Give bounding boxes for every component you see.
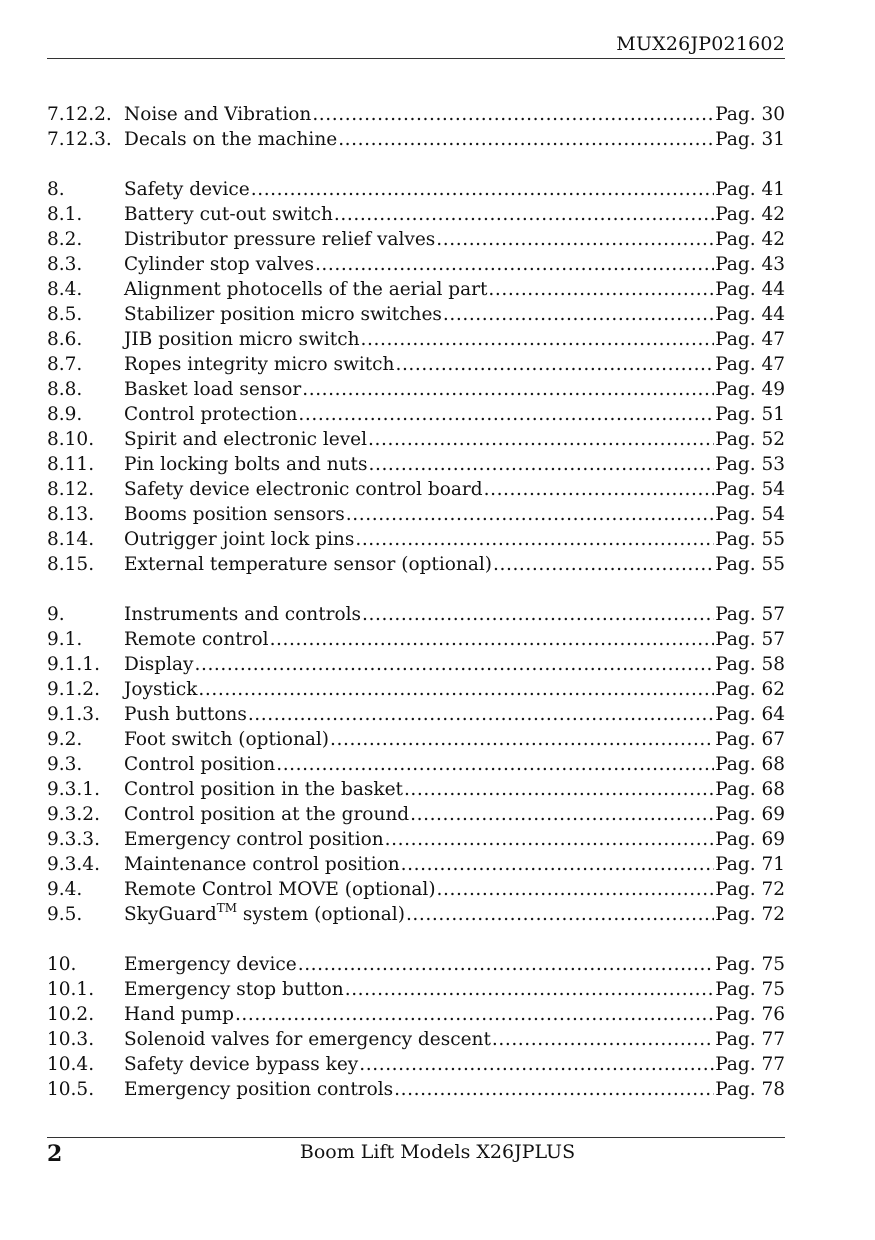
toc-entry	[47, 277, 785, 302]
header-rule	[47, 58, 785, 59]
dot-leader	[345, 977, 714, 1002]
toc-entry-title: Hand pump	[124, 1004, 234, 1025]
toc-entry-number: 9.3.3.	[47, 829, 100, 850]
section-gap	[47, 927, 785, 952]
dot-leader	[270, 627, 715, 652]
toc-entry	[47, 677, 785, 702]
toc-entry	[47, 1052, 785, 1077]
toc-entry	[47, 102, 785, 127]
page-number: 2	[47, 1141, 63, 1167]
footer-title: Boom Lift Models X26JPLUS	[299, 1141, 576, 1163]
toc-entry-number: 9.3.1.	[47, 779, 100, 800]
toc-entry-number: 9.1.	[47, 629, 83, 650]
toc-entry-page: Pag. 30	[715, 104, 785, 125]
dot-leader	[443, 302, 714, 327]
dot-leader	[251, 177, 714, 202]
toc-entry-title: Booms position sensors	[124, 504, 345, 525]
toc-entry-title: Pin locking bolts and nuts	[124, 454, 368, 475]
dot-leader	[385, 827, 715, 852]
toc-entry-number: 8.7.	[47, 354, 83, 375]
toc-entry-title: Remote control	[124, 629, 269, 650]
dot-leader	[235, 1002, 714, 1027]
toc-entry-number: 9.1.3.	[47, 704, 100, 725]
toc-entry-number: 8.2.	[47, 229, 83, 250]
toc-entry-title: Emergency stop button	[124, 979, 344, 1000]
toc-entry-title: Cylinder stop valves	[124, 254, 314, 275]
toc-entry-page: Pag. 58	[715, 654, 785, 675]
toc-entry-page: Pag. 62	[715, 679, 785, 700]
dot-leader	[330, 727, 714, 752]
toc-entry-title: Distributor pressure relief valves	[124, 229, 436, 250]
dot-leader	[315, 252, 714, 277]
toc-entry	[47, 127, 785, 152]
toc-entry-page: Pag. 47	[715, 329, 785, 350]
toc-entry	[47, 527, 785, 552]
toc-entry-title: Safety device bypass key	[124, 1054, 359, 1075]
toc-entry	[47, 1077, 785, 1102]
toc-entry-title	[124, 902, 405, 927]
toc-entry	[47, 202, 785, 227]
toc-entry-title: Stabilizer position micro switches	[124, 304, 442, 325]
toc-entry-number: 9.1.2.	[47, 679, 100, 700]
toc-entry-number: 8.8.	[47, 379, 83, 400]
document-code: MUX26JP021602	[616, 33, 785, 55]
dot-leader	[355, 527, 714, 552]
toc-entry-page: Pag. 76	[715, 1004, 785, 1025]
dot-leader	[492, 1027, 714, 1052]
toc-entry-number: 8.11.	[47, 454, 95, 475]
section-gap	[47, 577, 785, 602]
dot-leader	[312, 102, 714, 127]
toc-entry-title: Emergency position controls	[124, 1079, 394, 1100]
section-gap	[47, 152, 785, 177]
toc-entry-number: 8.4.	[47, 279, 83, 300]
toc-entry-page: Pag. 49	[715, 379, 785, 400]
toc-entry-number: 10.5.	[47, 1079, 95, 1100]
toc-entry-title: JIB position micro switch	[124, 329, 360, 350]
toc-entry-title: Alignment photocells of the aerial part	[124, 279, 488, 300]
toc-entry-number: 7.12.3.	[47, 129, 112, 150]
toc-entry-page: Pag. 43	[715, 254, 785, 275]
dot-leader	[248, 702, 714, 727]
toc-entry-title: Remote Control MOVE (optional)	[124, 879, 436, 900]
dot-leader	[338, 127, 714, 152]
table-of-contents	[47, 102, 785, 1102]
toc-entry	[47, 652, 785, 677]
toc-entry-title: Display	[124, 654, 194, 675]
dot-leader	[368, 452, 714, 477]
toc-entry-title: Spirit and electronic level	[124, 429, 368, 450]
toc-entry	[47, 302, 785, 327]
toc-entry-number: 8.13.	[47, 504, 95, 525]
toc-entry-title: Foot switch (optional)	[124, 729, 330, 750]
toc-entry-number: 7.12.2.	[47, 104, 112, 125]
toc-entry-title: Safety device electronic control board	[124, 479, 483, 500]
dot-leader	[484, 477, 715, 502]
dot-leader	[368, 427, 714, 452]
toc-entry-page: Pag. 52	[715, 429, 785, 450]
dot-leader	[394, 1077, 714, 1102]
dot-leader	[302, 377, 714, 402]
footer-rule	[47, 1137, 785, 1138]
dot-leader	[334, 202, 714, 227]
toc-entry-number: 8.9.	[47, 404, 83, 425]
toc-entry-page: Pag. 57	[715, 604, 785, 625]
toc-entry-number: 10.1.	[47, 979, 95, 1000]
toc-entry	[47, 827, 785, 852]
toc-entry-number: 8.5.	[47, 304, 83, 325]
dot-leader	[198, 677, 714, 702]
toc-entry-title: External temperature sensor (optional)	[124, 554, 492, 575]
toc-entry-number: 8.	[47, 179, 65, 200]
dot-leader	[406, 902, 714, 927]
dot-leader	[410, 802, 714, 827]
toc-entry-page: Pag. 68	[715, 779, 785, 800]
toc-entry	[47, 1027, 785, 1052]
toc-entry	[47, 177, 785, 202]
dot-leader	[395, 352, 714, 377]
toc-entry-title: Instruments and controls	[124, 604, 362, 625]
toc-entry	[47, 727, 785, 752]
toc-entry-page: Pag. 55	[715, 554, 785, 575]
toc-entry	[47, 552, 785, 577]
toc-entry-title: Emergency control position	[124, 829, 384, 850]
toc-entry-page: Pag. 69	[715, 804, 785, 825]
toc-entry	[47, 702, 785, 727]
toc-entry-number: 8.1.	[47, 204, 83, 225]
trademark-superscript: TM	[216, 901, 238, 915]
toc-entry-number: 10.2.	[47, 1004, 95, 1025]
toc-entry-page: Pag. 54	[715, 479, 785, 500]
dot-leader	[401, 852, 715, 877]
toc-entry	[47, 452, 785, 477]
dot-leader	[488, 277, 714, 302]
toc-entry-title: Battery cut-out switch	[124, 204, 333, 225]
toc-entry-number: 9.	[47, 604, 65, 625]
toc-entry	[47, 752, 785, 777]
toc-entry-title: Emergency device	[124, 954, 297, 975]
toc-entry-number: 8.14.	[47, 529, 95, 550]
toc-entry-number: 9.4.	[47, 879, 83, 900]
toc-entry-page: Pag. 64	[715, 704, 785, 725]
toc-entry-page: Pag. 75	[715, 954, 785, 975]
toc-entry	[47, 852, 785, 877]
toc-entry-number: 9.3.4.	[47, 854, 100, 875]
toc-entry-page: Pag. 77	[715, 1029, 785, 1050]
dot-leader	[361, 327, 715, 352]
toc-entry-page: Pag. 71	[715, 854, 785, 875]
toc-entry-page: Pag. 72	[715, 879, 785, 900]
toc-entry	[47, 252, 785, 277]
toc-entry	[47, 377, 785, 402]
toc-entry-title: Ropes integrity micro switch	[124, 354, 395, 375]
dot-leader	[493, 552, 714, 577]
toc-entry	[47, 427, 785, 452]
toc-entry-title: Basket load sensor	[124, 379, 302, 400]
toc-entry-number: 9.5.	[47, 904, 83, 925]
toc-entry-page: Pag. 42	[715, 229, 785, 250]
toc-entry	[47, 402, 785, 427]
toc-entry-title: Solenoid valves for emergency descent	[124, 1029, 491, 1050]
toc-entry	[47, 777, 785, 802]
dot-leader	[437, 877, 715, 902]
dot-leader	[359, 1052, 714, 1077]
toc-entry	[47, 227, 785, 252]
toc-entry-title: Control position	[124, 754, 276, 775]
toc-entry-page: Pag. 31	[715, 129, 785, 150]
toc-entry-page: Pag. 77	[715, 1054, 785, 1075]
toc-entry	[47, 352, 785, 377]
toc-entry-number: 8.10.	[47, 429, 95, 450]
toc-entry-page: Pag. 55	[715, 529, 785, 550]
toc-entry-page: Pag. 67	[715, 729, 785, 750]
toc-entry-title: Decals on the machine	[124, 129, 338, 150]
toc-entry-page: Pag. 53	[715, 454, 785, 475]
toc-entry-page: Pag. 57	[715, 629, 785, 650]
toc-entry-page: Pag. 68	[715, 754, 785, 775]
toc-entry-page: Pag. 75	[715, 979, 785, 1000]
toc-entry	[47, 602, 785, 627]
toc-entry-page: Pag. 47	[715, 354, 785, 375]
toc-entry-title: Outrigger joint lock pins	[124, 529, 355, 550]
toc-entry	[47, 627, 785, 652]
dot-leader	[298, 402, 714, 427]
dot-leader	[404, 777, 714, 802]
toc-entry	[47, 802, 785, 827]
toc-entry	[47, 902, 785, 927]
toc-entry-page: Pag. 54	[715, 504, 785, 525]
dot-leader	[276, 752, 714, 777]
toc-entry	[47, 1002, 785, 1027]
dot-leader	[436, 227, 714, 252]
toc-entry-title: Noise and Vibration	[124, 104, 312, 125]
toc-entry-number: 9.3.	[47, 754, 83, 775]
toc-entry-page: Pag. 44	[715, 279, 785, 300]
dot-leader	[346, 502, 714, 527]
toc-entry-number: 8.12.	[47, 479, 95, 500]
toc-entry-number: 10.3.	[47, 1029, 95, 1050]
toc-entry-title-part: SkyGuard	[124, 904, 217, 925]
toc-entry-number: 9.1.1.	[47, 654, 100, 675]
toc-entry	[47, 502, 785, 527]
toc-entry-number: 8.6.	[47, 329, 83, 350]
dot-leader	[362, 602, 714, 627]
toc-entry-number: 9.3.2.	[47, 804, 100, 825]
toc-entry-page: Pag. 42	[715, 204, 785, 225]
toc-entry-title: Maintenance control position	[124, 854, 400, 875]
dot-leader	[298, 952, 714, 977]
toc-entry-page: Pag. 51	[715, 404, 785, 425]
toc-entry-number: 10.4.	[47, 1054, 95, 1075]
dot-leader	[194, 652, 714, 677]
toc-entry	[47, 477, 785, 502]
toc-entry-title-part: system (optional)	[237, 904, 405, 925]
toc-entry-title: Control position at the ground	[124, 804, 410, 825]
toc-entry-page: Pag. 78	[715, 1079, 785, 1100]
toc-entry-number: 10.	[47, 954, 77, 975]
toc-entry	[47, 327, 785, 352]
toc-entry-number: 9.2.	[47, 729, 83, 750]
toc-entry-page: Pag. 69	[715, 829, 785, 850]
toc-entry-title: Joystick	[124, 679, 198, 700]
toc-entry-page: Pag. 44	[715, 304, 785, 325]
toc-entry-page: Pag. 41	[715, 179, 785, 200]
toc-entry-number: 8.15.	[47, 554, 95, 575]
toc-entry	[47, 952, 785, 977]
toc-entry-page: Pag. 72	[715, 904, 785, 925]
toc-entry	[47, 977, 785, 1002]
toc-entry-number: 8.3.	[47, 254, 83, 275]
toc-entry-title: Safety device	[124, 179, 250, 200]
toc-entry-title: Control position in the basket	[124, 779, 403, 800]
toc-entry-title: Push buttons	[124, 704, 247, 725]
toc-entry	[47, 877, 785, 902]
toc-entry-title: Control protection	[124, 404, 298, 425]
